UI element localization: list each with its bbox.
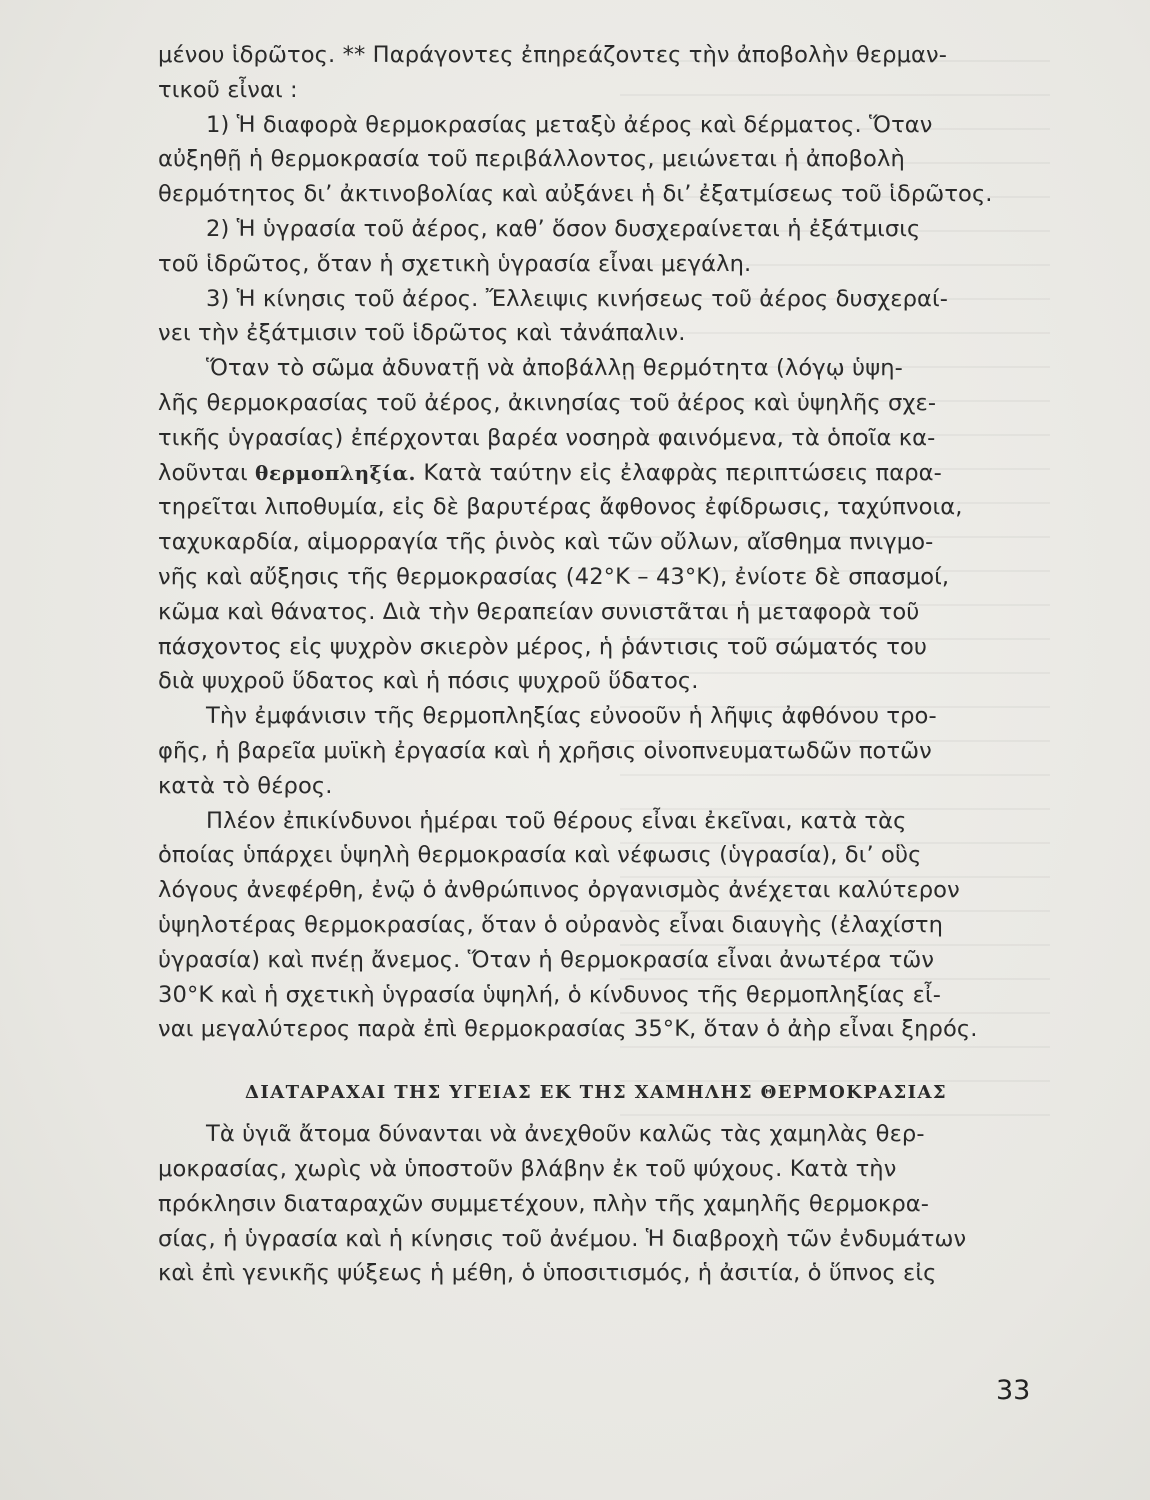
text-line: κατὰ τὸ θέρος. [158,772,333,799]
text-line: νει τὴν ἐξάτμισιν τοῦ ἱδρῶτος καὶ τἀνάπαλιν. [158,320,686,347]
text-line: 1) Ἡ διαφορὰ θερμοκρασίας μεταξὺ ἀέρος καὶ δέρματος. Ὅταν [206,111,933,138]
text-line: ὑγρασία) καὶ πνέῃ ἄνεμος. Ὅταν ἡ θερμοκρασία εἶναι ἀνωτέρα τῶν [158,946,935,973]
section-heading: ΔΙΑΤΑΡΑΧΑΙ ΤΗΣ ΥΓΕΙΑΣ ΕΚ ΤΗΣ ΧΑΜΗΛΗΣ ΘΕΡΜΟΚΡΑΣΙΑΣ [245,1082,947,1104]
text-line: 2) Ἡ ὑγρασία τοῦ ἀέρος, καθ’ ὅσον δυσχεραίνεται ἡ ἐξάτμισις [206,215,921,242]
text-line: 30°Κ καὶ ἡ σχετικὴ ὑγρασία ὑψηλή, ὁ κίνδυνος τῆς θερμοπληξίας εἶ- [158,981,941,1008]
text-line: αὐξηθῇ ἡ θερμοκρασία τοῦ περιβάλλοντος, μειώνεται ἡ ἀποβολὴ [158,146,905,173]
text-line: νῆς καὶ αὔξησις τῆς θερμοκρασίας (42°Κ – 43°Κ), ἐνίοτε δὲ σπασμοί, [158,563,950,590]
line-suffix: Κατὰ ταύτην εἰς ἐλαφρὰς περιπτώσεις παρα- [416,459,942,486]
text-line: φῆς, ἡ βαρεῖα μυϊκὴ ἐργασία καὶ ἡ χρῆσις οἰνοπνευματωδῶν ποτῶν [158,737,932,764]
text-line: 3) Ἡ κίνησις τοῦ ἀέρος. Ἔλλειψις κινήσεως τοῦ ἀέρος δυσχεραί- [206,285,949,312]
page-number: 33 [996,1375,1031,1406]
text-line: θερμότητος δι’ ἀκτινοβολίας καὶ αὐξάνει ἡ δι’ ἐξατμίσεως τοῦ ἱδρῶτος. [158,181,993,208]
text-line: καὶ ἐπὶ γενικῆς ψύξεως ἡ μέθη, ὁ ὑποσιτισμός, ἡ ἀσιτία, ὁ ὕπνος εἰς [158,1260,937,1287]
text-line: λῆς θερμοκρασίας τοῦ ἀέρος, ἀκινησίας τοῦ ἀέρος καὶ ὑψηλῆς σχε- [158,389,937,416]
text-line: μένου ἱδρῶτος. ** Παράγοντες ἐπηρεάζοντες τὴν ἀποβολὴν θερμαν- [158,42,948,68]
text-line: ὑψηλοτέρας θερμοκρασίας, ὅταν ὁ οὐρανὸς εἶναι διαυγὴς (ἐλαχίστη [158,911,944,938]
text-line: τηρεῖται λιποθυμία, εἰς δὲ βαρυτέρας ἄφθονος ἐφίδρωσις, ταχύπνοια, [158,494,963,521]
text-line: Τὴν ἐμφάνισιν τῆς θερμοπληξίας εὐνοοῦν ἡ λῆψις ἀφθόνου τρο- [206,703,937,730]
text-line-with-term [158,456,1028,491]
bold-term: θερμοπληξία. [255,460,417,485]
text-line: Τὰ ὑγιᾶ ἄτομα δύνανται νὰ ἀνεχθοῦν καλῶς τὰς χαμηλὰς θερ- [206,1121,925,1148]
text-line: πάσχοντος εἰς ψυχρὸν σκιερὸν μέρος, ἡ ῥάντισις τοῦ σώματός του [158,633,928,660]
text-line: σίας, ἡ ὑγρασία καὶ ἡ κίνησις τοῦ ἀνέμου. Ἡ διαβροχὴ τῶν ἐνδυμάτων [158,1225,967,1252]
body-text [158,38,1028,1291]
text-line: τικῆς ὑγρασίας) ἐπέρχονται βαρέα νοσηρὰ φαινόμενα, τὰ ὁποῖα κα- [158,424,936,451]
text-line: κῶμα καὶ θάνατος. Διὰ τὴν θεραπείαν συνιστᾶται ἡ μεταφορὰ τοῦ [158,598,920,625]
text-line: πρόκλησιν διαταραχῶν συμμετέχουν, πλὴν τῆς χαμηλῆς θερμοκρα- [158,1190,930,1217]
text-line: διὰ ψυχροῦ ὕδατος καὶ ἡ πόσις ψυχροῦ ὕδατος. [158,668,699,695]
text-line: Πλέον ἐπικίνδυνοι ἡμέραι τοῦ θέρους εἶναι ἐκεῖναι, κατὰ τὰς [206,807,907,834]
text-line: ὁποίας ὑπάρχει ὑψηλὴ θερμοκρασία καὶ νέφωσις (ὑγρασία), δι’ οὓς [158,842,922,869]
text-line: λόγους ἀνεφέρθη, ἐνῷ ὁ ἀνθρώπινος ὀργανισμὸς ἀνέχεται καλύτερον [158,877,960,904]
text-line: ναι μεγαλύτερος παρὰ ἐπὶ θερμοκρασίας 35°Κ, ὅταν ὁ ἀὴρ εἶναι ξηρός. [158,1016,978,1043]
text-line: ταχυκαρδία, αἱμορραγία τῆς ῥινὸς καὶ τῶν οὔλων, αἴσθημα πνιγμο- [158,529,934,556]
text-line: τοῦ ἱδρῶτος, ὅταν ἡ σχετικὴ ὑγρασία εἶναι μεγάλη. [158,250,752,277]
text-line: τικοῦ εἶναι : [158,76,298,103]
text-line: μοκρασίας, χωρὶς νὰ ὑποστοῦν βλάβην ἐκ τοῦ ψύχους. Κατὰ τὴν [158,1155,897,1182]
text-line: Ὅταν τὸ σῶμα ἀδυνατῇ νὰ ἀποβάλλῃ θερμότητα (λόγῳ ὑψη- [206,355,903,382]
line-prefix: λοῦνται [158,459,256,486]
